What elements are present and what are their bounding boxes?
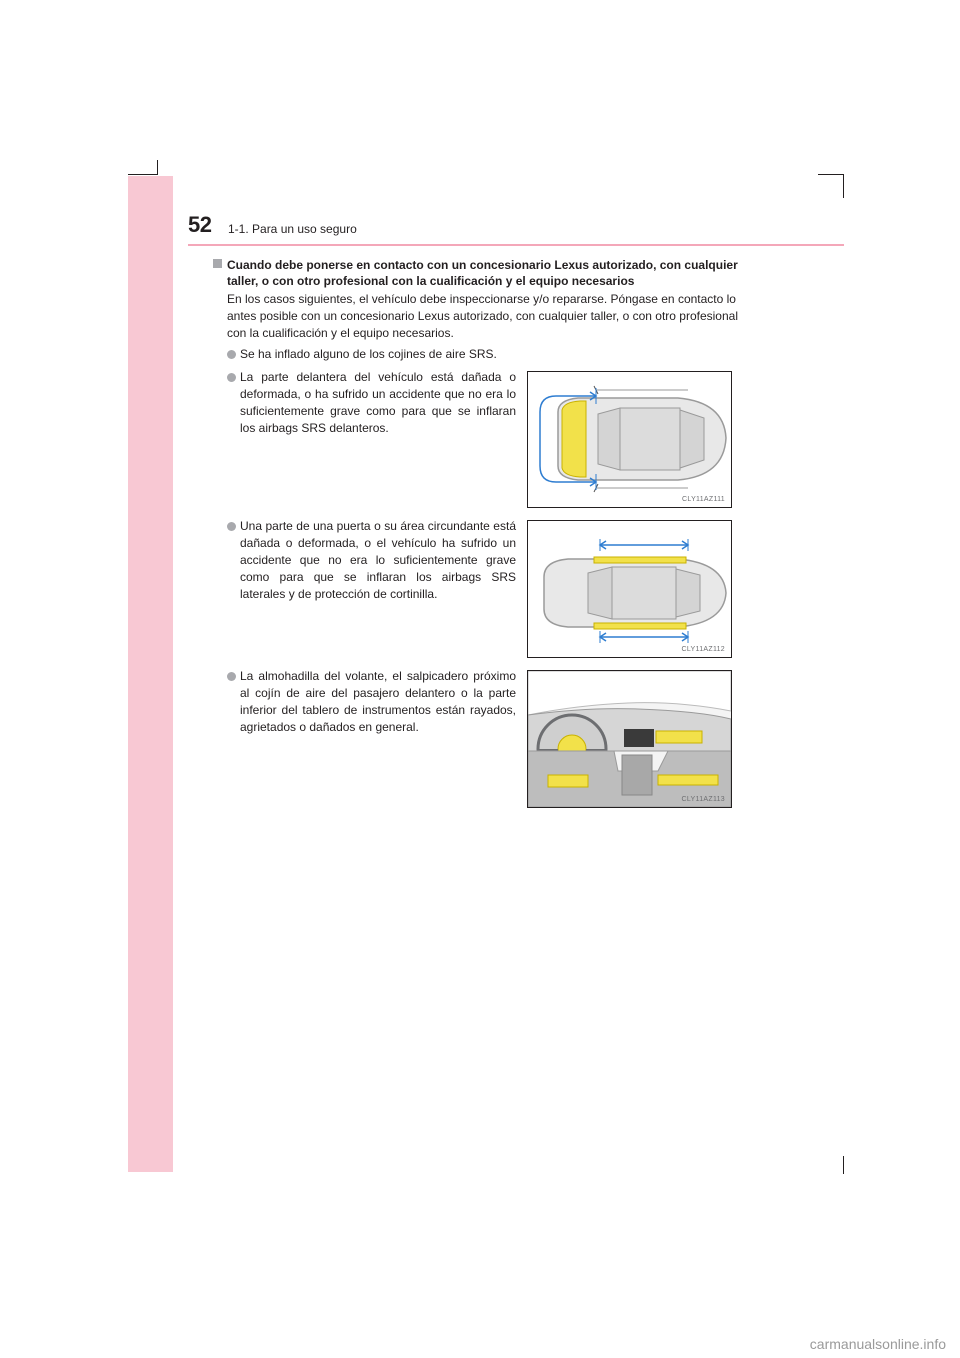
figure-side-damage [527, 520, 732, 658]
figure-label: CLY11AZ113 [681, 796, 725, 803]
list-item [227, 518, 516, 603]
section-title: 1-1. Para un uso seguro [228, 222, 357, 236]
figure-label: CLY11AZ111 [682, 496, 725, 503]
bullet-dot-icon [227, 350, 236, 359]
bullet-dot-icon [227, 373, 236, 382]
crop-mark [843, 1156, 844, 1174]
square-bullet-icon [213, 259, 222, 268]
crop-mark [157, 160, 158, 175]
pink-sidebar-tab [128, 176, 173, 1172]
header-rule [188, 244, 844, 246]
list-item [227, 346, 747, 363]
figure-front-damage [527, 371, 732, 508]
figure-label: CLY11AZ112 [681, 646, 725, 653]
bullet-dot-icon [227, 522, 236, 531]
list-item [227, 668, 516, 736]
car-top-view-front-icon [528, 372, 731, 507]
crop-mark [843, 174, 844, 198]
section-heading [227, 257, 747, 289]
list-item-text: Se ha inflado alguno de los cojines de aire SRS. [240, 347, 497, 361]
list-item-text: La parte delantera del vehículo está dañada o deformada, o ha sufrido un accidente que no era lo suficientemente grave como para que se inflaran los airbags SRS delanteros. [240, 370, 516, 435]
car-top-view-side-icon [528, 521, 731, 657]
page-number: 52 [188, 212, 212, 237]
figure-dashboard [527, 670, 732, 808]
heading-text: Cuando debe ponerse en contacto con un concesionario Lexus autorizado, con cualquier taller, o con otro profesional con la cualificación y el equipo necesarios [227, 258, 738, 288]
list-item-text: La almohadilla del volante, el salpicadero próximo al cojín de aire del pasajero delantero o la parte inferior del tablero de instrumentos están rayados, agrietados o dañados en general. [240, 669, 516, 734]
footer-watermark: carmanualsonline.info [809, 1336, 946, 1352]
list-item [227, 369, 516, 437]
list-item-text: Una parte de una puerta o su área circundante está dañada o deformada, o el vehículo ha sufrido un accidente que no era lo suficientemente grave como para que se inflaran los airbags SRS laterales y de protección de cortinilla. [240, 519, 516, 601]
crop-mark [128, 174, 158, 175]
dashboard-interior-icon [528, 671, 731, 807]
bullet-dot-icon [227, 672, 236, 681]
intro-paragraph: En los casos siguientes, el vehículo debe inspeccionarse y/o repararse. Póngase en contacto lo antes posible con un concesionario Lexus autorizado, con cualquier taller, o con otro profesional con la cualificación y el equipo necesarios. [227, 292, 738, 340]
crop-mark [818, 174, 844, 175]
